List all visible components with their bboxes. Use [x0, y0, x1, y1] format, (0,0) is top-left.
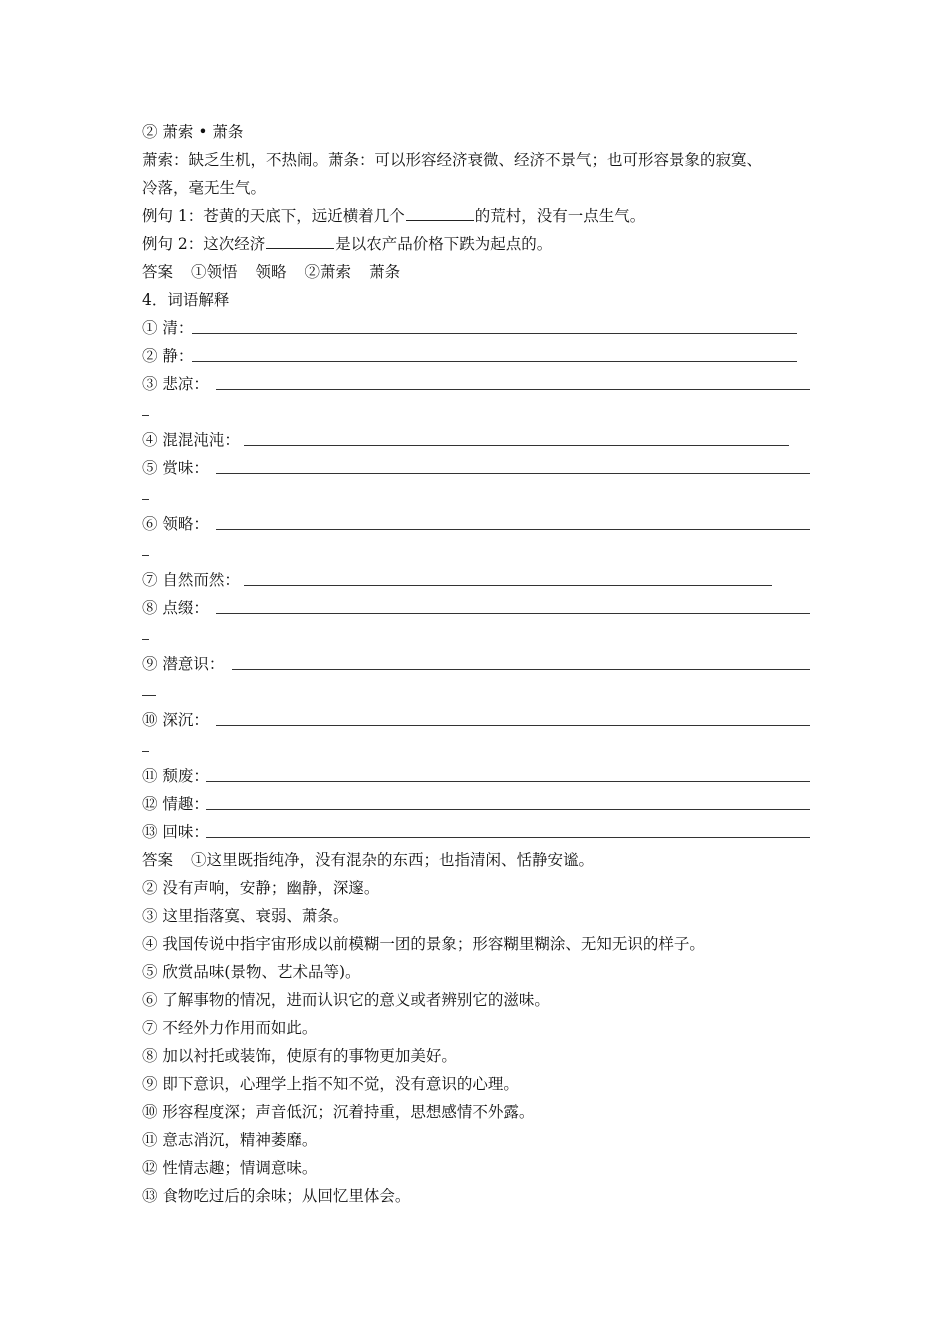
synonym-heading: ② 萧索 • 萧条 [142, 123, 244, 141]
term-row [142, 346, 802, 366]
answer-blank[interactable] [216, 725, 810, 726]
term-row [142, 374, 812, 394]
term-label: ① 清： [142, 319, 194, 337]
term-label: ② 静： [142, 347, 194, 365]
answers-first-line [142, 850, 594, 870]
answer-blank[interactable] [192, 333, 797, 334]
term-label: ⑩ 深沉： [142, 711, 209, 729]
term-row [142, 318, 802, 338]
section-title: 4．词语解释 [142, 291, 230, 309]
answer-line: ⑦ 不经外力作用而如此。 [142, 1019, 318, 1037]
answer-line: ⑪ 意志消沉，精神萎靡。 [142, 1131, 318, 1149]
answer-line: ①这里既指纯净，没有混杂的东西；也指清闲、恬静安谧。 [191, 851, 595, 869]
answer-line: ③ 这里指落寞、衰弱、萧条。 [142, 907, 349, 925]
term-row [142, 598, 812, 618]
synonym-explanation-line-2: 冷落，毫无生气。 [142, 179, 267, 197]
term-row [142, 570, 782, 590]
term-label: ③ 悲凉： [142, 375, 209, 393]
term-label: ⑦ 自然而然： [142, 571, 240, 589]
example-2-after: 是以农产品价格下跌为起点的。 [335, 235, 553, 253]
blank-continuation [142, 499, 149, 500]
answer-blank[interactable] [206, 837, 810, 838]
term-row [142, 514, 812, 534]
term-row [142, 794, 812, 814]
term-label: ④ 混混沌沌： [142, 431, 240, 449]
answers-label: 答案 [142, 851, 174, 869]
answer-line: ② 没有声响，安静；幽静，深邃。 [142, 879, 380, 897]
example-sentence-1 [142, 206, 645, 226]
term-row [142, 822, 812, 842]
synonym-answer [142, 262, 400, 282]
answer-line: ⑤ 欣赏品味(景物、艺术品等)。 [142, 963, 361, 981]
answer-blank[interactable] [232, 669, 810, 670]
term-label: ⑤ 赏味： [142, 459, 209, 477]
example-2-before: 例句 2：这次经济 [142, 235, 266, 253]
answer-blank[interactable] [206, 809, 810, 810]
term-row [142, 710, 812, 730]
answer-blank[interactable] [244, 445, 789, 446]
blank-continuation [142, 751, 149, 752]
example-2-blank[interactable] [266, 234, 334, 249]
answer-line: ⑥ 了解事物的情况，进而认识它的意义或者辨别它的滋味。 [142, 991, 550, 1009]
term-label: ⑧ 点缀： [142, 599, 209, 617]
blank-continuation [142, 695, 156, 696]
term-label: ⑬ 回味： [142, 823, 209, 841]
answer-blank[interactable] [216, 529, 810, 530]
answer-line: ⑧ 加以衬托或装饰，使原有的事物更加美好。 [142, 1047, 457, 1065]
term-row [142, 766, 812, 786]
answer-item: ①领悟 [191, 263, 238, 281]
answer-item: 萧条 [369, 263, 401, 281]
answer-line: ⑬ 食物吃过后的余味；从回忆里体会。 [142, 1187, 411, 1205]
answer-line: ⑫ 性情志趣；情调意味。 [142, 1159, 318, 1177]
term-row [142, 654, 812, 674]
answer-blank[interactable] [244, 585, 772, 586]
answer-blank[interactable] [216, 389, 810, 390]
answer-item: ②萧索 [304, 263, 352, 281]
term-label: ⑨ 潜意识： [142, 655, 225, 673]
answer-label: 答案 [142, 263, 174, 281]
synonym-explanation-line-1: 萧索：缺乏生机，不热闹。萧条：可以形容经济衰微、经济不景气；也可形容景象的寂寞、 [142, 151, 763, 169]
example-1-after: 的荒村，没有一点生气。 [474, 207, 646, 225]
answer-blank[interactable] [216, 473, 810, 474]
term-label: ⑥ 领略： [142, 515, 209, 533]
answer-line: ④ 我国传说中指宇宙形成以前模糊一团的景象；形容糊里糊涂、无知无识的样子。 [142, 935, 705, 953]
blank-continuation [142, 555, 149, 556]
answer-item: 领略 [255, 263, 287, 281]
term-row [142, 430, 802, 450]
example-1-blank[interactable] [406, 206, 474, 221]
term-label: ⑪ 颓废： [142, 767, 209, 785]
example-sentence-2 [142, 234, 552, 254]
answer-line: ⑩ 形容程度深；声音低沉；沉着持重，思想感情不外露。 [142, 1103, 535, 1121]
term-row [142, 458, 812, 478]
blank-continuation [142, 415, 149, 416]
blank-continuation [142, 639, 149, 640]
answer-line: ⑨ 即下意识，心理学上指不知不觉，没有意识的心理。 [142, 1075, 519, 1093]
answer-blank[interactable] [192, 361, 797, 362]
term-label: ⑫ 情趣： [142, 795, 209, 813]
example-1-before: 例句 1：苍黄的天底下，远近横着几个 [142, 207, 405, 225]
answer-blank[interactable] [206, 781, 810, 782]
answer-blank[interactable] [216, 613, 810, 614]
